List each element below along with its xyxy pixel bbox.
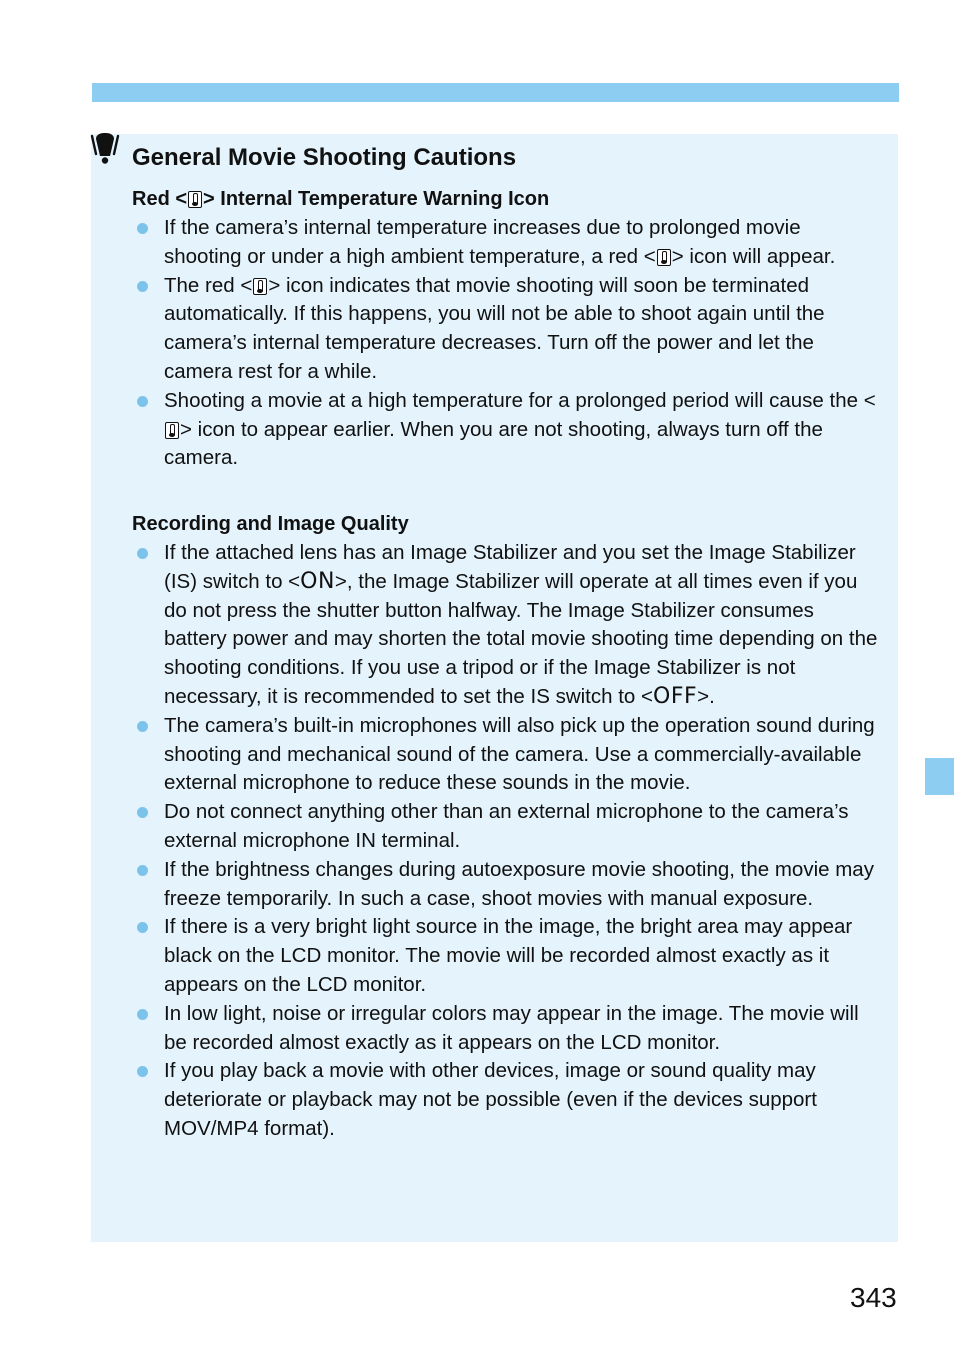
bullet-icon xyxy=(137,865,148,876)
item-text-start: The red < xyxy=(164,273,253,297)
quality-section-heading: Recording and Image Quality xyxy=(132,513,409,535)
list-item xyxy=(132,798,880,856)
caution-title: General Movie Shooting Cautions xyxy=(132,144,517,171)
temperature-section-heading xyxy=(132,186,549,212)
list-item xyxy=(132,712,880,798)
list-item xyxy=(132,539,880,712)
temperature-warning-icon xyxy=(253,278,267,295)
caution-exclamation-icon xyxy=(90,132,120,164)
item-text-middle: >, the Image Stabilizer will operate at all times even if you do not press the shutter button halfway. The Image Stabilizer consumes battery power and may shorten the total movie shooting time depending on the shooting conditions. If you use a tripod or if the Image Stabilizer is not necessary, it is recommended to set the IS switch to < xyxy=(164,569,878,708)
list-item xyxy=(132,387,880,473)
bullet-icon xyxy=(137,223,148,234)
heading-text-start: Red < xyxy=(132,188,188,210)
item-text: If there is a very bright light source in the image, the bright area may appear black on the LCD monitor. The movie will be recorded almost exactly as it appears on the LCD monitor. xyxy=(164,915,853,996)
bullet-icon xyxy=(137,548,148,559)
temperature-warning-icon xyxy=(657,249,671,266)
switch-on-label: ON xyxy=(300,568,335,594)
list-item xyxy=(132,913,880,999)
item-text: Do not connect anything other than an external microphone to the camera’s external microphone IN terminal. xyxy=(164,800,849,852)
item-text-start: Shooting a movie at a high temperature for a prolonged period will cause the < xyxy=(164,388,876,412)
bullet-icon xyxy=(137,281,148,292)
chapter-index-tab xyxy=(925,758,954,795)
switch-off-label: OFF xyxy=(653,683,698,709)
item-text-end: > icon indicates that movie shooting will soon be terminated automatically. If this happens, you will not be able to shoot again until the camera’s internal temperature decreases. Turn off the power and let the camera rest for a while. xyxy=(164,273,825,383)
item-text-start: If the attached lens has an Image Stabilizer and you set the Image Stabilizer (IS) switch to < xyxy=(164,541,856,593)
item-text-start: If the camera’s internal temperature increases due to prolonged movie shooting or under a high ambient temperature, a red < xyxy=(164,216,801,268)
list-item xyxy=(132,1057,880,1143)
bullet-icon xyxy=(137,1009,148,1020)
item-text: If the brightness changes during autoexposure movie shooting, the movie may freeze temporarily. In such a case, shoot movies with manual exposure. xyxy=(164,857,874,910)
temperature-bullet-list xyxy=(132,214,880,473)
heading-text-end: > Internal Temperature Warning Icon xyxy=(203,188,550,210)
temperature-warning-icon xyxy=(188,191,202,208)
bullet-icon xyxy=(137,807,148,818)
item-text: The camera’s built-in microphones will also pick up the operation sound during shooting and mechanical sound of the camera. Use a commercially-available external microphone to reduce these sounds in the movie. xyxy=(164,713,875,795)
item-text-end: > icon will appear. xyxy=(671,244,836,268)
bullet-icon xyxy=(137,396,148,407)
temperature-warning-icon xyxy=(165,422,179,439)
item-text: In low light, noise or irregular colors may appear in the image. The movie will be recorded almost exactly as it appears on the LCD monitor. xyxy=(164,1001,859,1054)
list-item xyxy=(132,1000,880,1058)
bullet-icon xyxy=(137,922,148,933)
item-text: If you play back a movie with other devices, image or sound quality may deteriorate or playback may not be possible (even if the devices support MOV/MP4 format). xyxy=(164,1059,817,1140)
page-number: 343 xyxy=(850,1282,897,1313)
bullet-icon xyxy=(137,1066,148,1077)
list-item xyxy=(132,214,880,272)
item-text-end: > icon to appear earlier. When you are not shooting, always turn off the camera. xyxy=(164,417,823,470)
quality-bullet-list xyxy=(132,539,880,1144)
bullet-icon xyxy=(137,721,148,732)
list-item xyxy=(132,856,880,914)
item-text-end: >. xyxy=(697,684,715,708)
list-item xyxy=(132,272,880,387)
header-accent-bar xyxy=(92,83,899,102)
